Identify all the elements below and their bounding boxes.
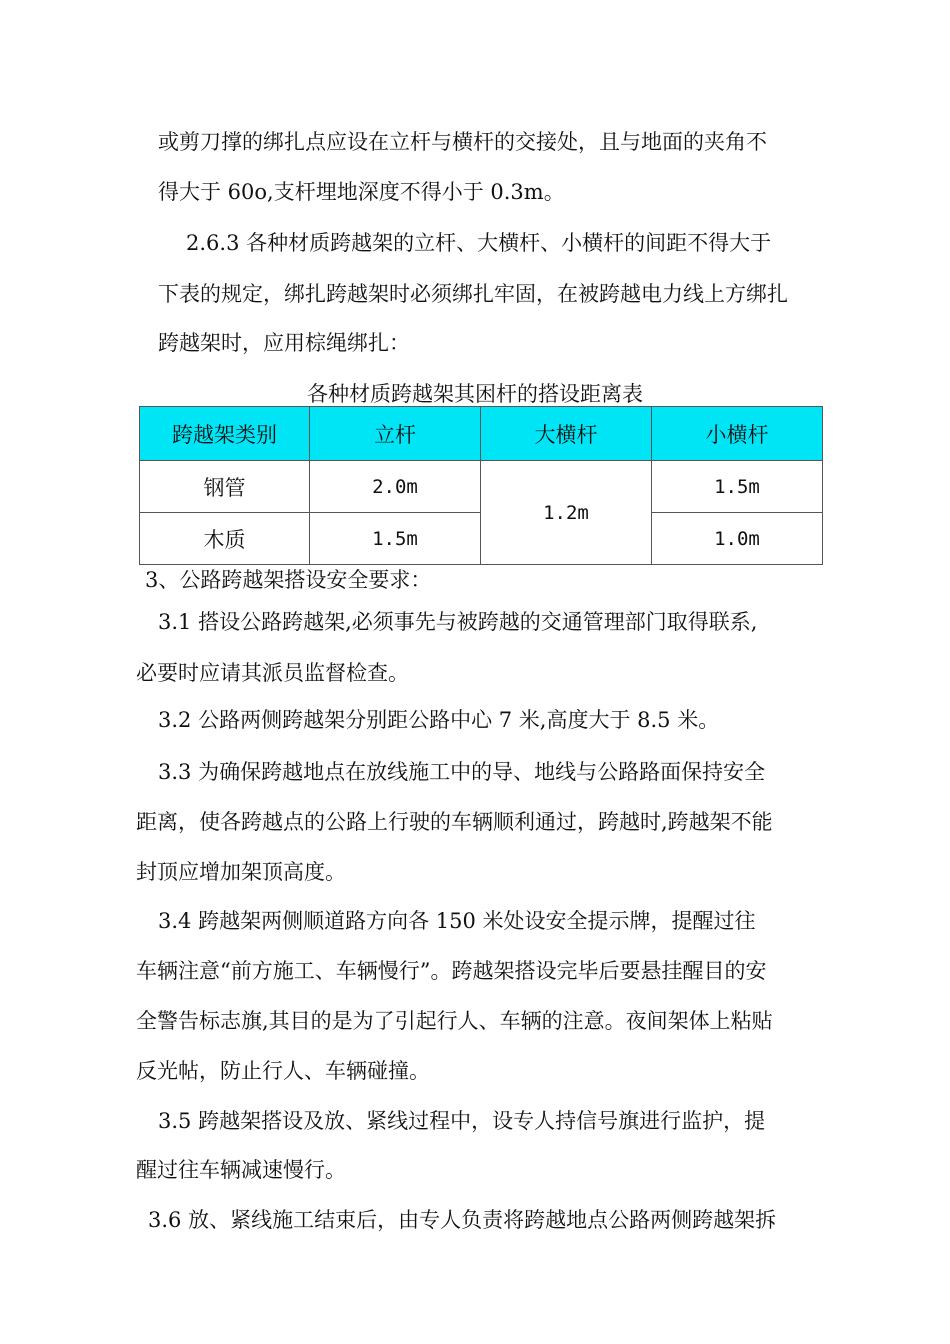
- paragraph-line: 跨越架时，应用棕绳绑扎：: [158, 331, 410, 355]
- header-big-crossbar: 大横杆: [481, 407, 652, 461]
- section-heading: 3、公路跨越架搭设安全要求：: [145, 568, 432, 592]
- paragraph-line: 距离，使各跨越点的公路上行驶的车辆顺利通过，跨越时,跨越架不能: [136, 810, 773, 834]
- paragraph-line: 车辆注意“前方施工、车辆慢行”。跨越架搭设完毕后要悬挂醒目的安: [136, 959, 767, 983]
- paragraph-line: 封顶应增加架顶高度。: [136, 860, 346, 884]
- paragraph-line: 得大于 60o,支杆埋地深度不得小于 0.3m。: [158, 180, 565, 204]
- header-small-crossbar: 小横杆: [652, 407, 823, 461]
- paragraph-line: 3.2 公路两侧跨越架分别距公路中心 7 米,高度大于 8.5 米。: [158, 708, 720, 732]
- cell-small-crossbar: 1.0m: [652, 513, 823, 565]
- paragraph-line: 下表的规定，绑扎跨越架时必须绑扎牢固，在被跨越电力线上方绑扎: [158, 282, 788, 306]
- paragraph-line: 3.6 放、紧线施工结束后，由专人负责将跨越地点公路两侧跨越架拆: [148, 1208, 777, 1232]
- paragraph-line: 3.3 为确保跨越地点在放线施工中的导、地线与公路路面保持安全: [158, 760, 766, 784]
- cell-vertical-pole: 1.5m: [310, 513, 481, 565]
- table-header-row: [140, 407, 823, 461]
- paragraph-line: 必要时应请其派员监督检查。: [136, 661, 409, 685]
- paragraph-line: 全警告标志旗,其目的是为了引起行人、车辆的注意。夜间架体上粘贴: [136, 1009, 773, 1033]
- cell-small-crossbar: 1.5m: [652, 461, 823, 513]
- paragraph-line: 醒过往车辆减速慢行。: [136, 1158, 346, 1182]
- table-row: [140, 461, 823, 513]
- cell-type: 木质: [140, 513, 310, 565]
- cell-vertical-pole: 2.0m: [310, 461, 481, 513]
- paragraph-line: 3.4 跨越架两侧顺道路方向各 150 米处设安全提示牌，提醒过往: [158, 909, 756, 933]
- spacing-table: [139, 406, 823, 565]
- paragraph-line: 2.6.3 各种材质跨越架的立杆、大横杆、小横杆的间距不得大于: [186, 231, 772, 255]
- table-caption: 各种材质跨越架其困杆的搭设距离表: [307, 382, 643, 406]
- cell-big-crossbar-merged: 1.2m: [481, 461, 652, 565]
- paragraph-line: 3.5 跨越架搭设及放、紧线过程中，设专人持信号旗进行监护，提: [158, 1109, 766, 1133]
- cell-type: 钢管: [140, 461, 310, 513]
- header-vertical-pole: 立杆: [310, 407, 481, 461]
- paragraph-line: 反光帖，防止行人、车辆碰撞。: [136, 1059, 430, 1083]
- paragraph-line: 或剪刀撑的绑扎点应设在立杆与横杆的交接处，且与地面的夹角不: [158, 130, 767, 154]
- paragraph-line: 3.1 搭设公路跨越架,必须事先与被跨越的交通管理部门取得联系,: [158, 610, 758, 634]
- header-type: 跨越架类别: [140, 407, 310, 461]
